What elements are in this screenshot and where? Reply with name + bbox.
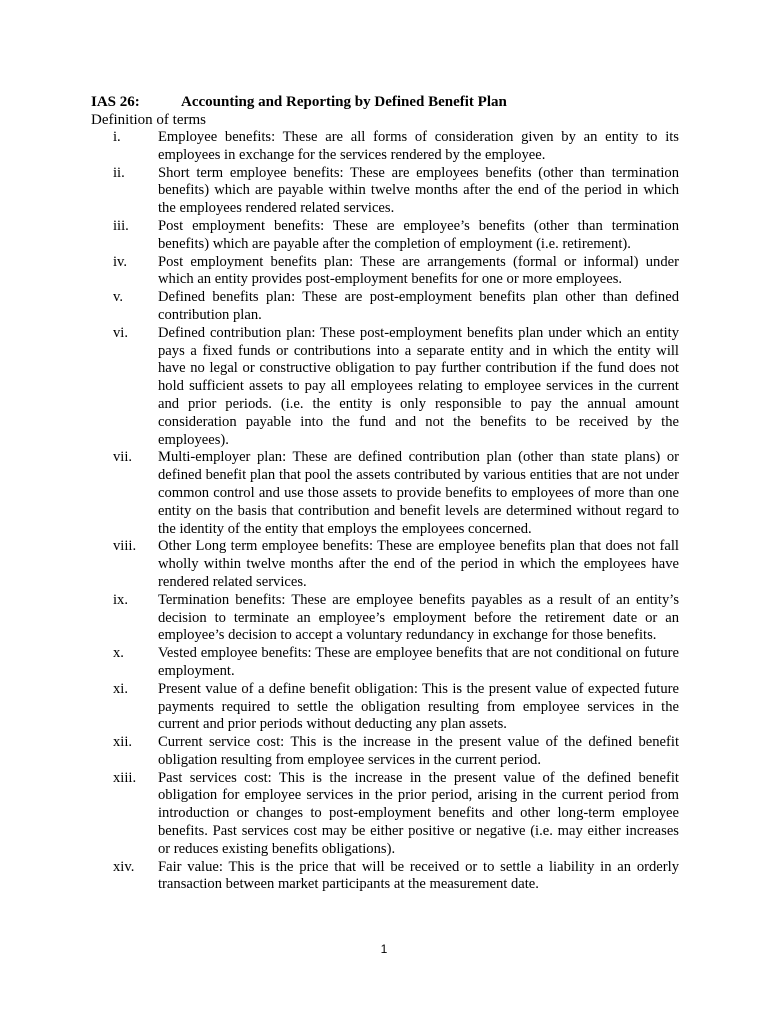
definition-item	[91, 770, 679, 859]
definition-text: Present value of a define benefit obligation: This is the present value of expected future payments required to settle the obligation resulting from employee services in the current and prior periods without deducting any plan assets.	[158, 680, 679, 733]
definition-text: Short term employee benefits: These are employees benefits (other than termination benefits) which are payable within twelve months after the end of the period in which the employees rendered related services.	[158, 164, 679, 217]
definition-numeral: iii.	[113, 217, 129, 234]
standard-code: IAS 26:	[91, 94, 140, 110]
definition-numeral: iv.	[113, 253, 128, 270]
definition-text: Other Long term employee benefits: These are employee benefits plan that does not fall wholly within twelve months after the end of the period in which the employees have rendered related services.	[158, 538, 679, 590]
definition-text: Termination benefits: These are employee benefits payables as a result of an entity’s decision to terminate an employee’s employment before the retirement date or an employee’s decision to accept a voluntary redundancy in exchange for those benefits.	[158, 591, 679, 644]
definition-item	[91, 592, 679, 645]
definition-numeral: ix.	[113, 591, 128, 608]
definition-item	[91, 681, 679, 734]
definition-item	[91, 218, 679, 254]
definition-text: Multi-employer plan: These are defined contribution plan (other than state plans) or defined benefit plan that pool the assets contributed by various entities that are not under common control and use those assets to provide benefits to employees of more than one entity on the basis that contribution and benefit levels are determined without regard to the identity of the entity that employs the employees concerned.	[158, 449, 679, 537]
definition-item	[91, 449, 679, 538]
definition-item	[91, 734, 679, 770]
definition-numeral: xii.	[113, 734, 133, 751]
definition-text: Defined benefits plan: These are post-employment benefits plan other than defined contribution plan.	[158, 289, 679, 323]
definition-item	[91, 859, 679, 895]
definition-text: Fair value: This is the price that will be received or to settle a liability in an orderly transaction between market participants at the measurement date.	[158, 858, 679, 893]
definition-numeral: ii.	[113, 164, 125, 181]
definition-item	[91, 129, 679, 165]
definition-numeral: viii.	[113, 538, 137, 555]
definition-text: Current service cost: This is the increase in the present value of the defined benefit obligation resulting from employee services in the current period.	[158, 734, 679, 768]
definition-numeral: x.	[113, 645, 124, 662]
definition-numeral: xi.	[113, 680, 128, 697]
section-subheading: Definition of terms	[91, 112, 206, 128]
definition-text: Post employment benefits: These are employee’s benefits (other than termination benefits) which are payable after the completion of employment (i.e. retirement).	[158, 217, 679, 252]
definition-text: Post employment benefits plan: These are arrangements (formal or informal) under which an entity provides post-employment benefits for one or more employees.	[158, 253, 679, 288]
definition-list	[91, 129, 679, 894]
definition-numeral: xiii.	[113, 769, 137, 786]
standard-title: Accounting and Reporting by Defined Benefit Plan	[181, 94, 507, 110]
definition-item	[91, 165, 679, 218]
definition-item	[91, 538, 679, 591]
definition-numeral: vi.	[113, 324, 128, 341]
definition-item	[91, 289, 679, 325]
definition-numeral: v.	[113, 289, 123, 306]
page-number: 1	[380, 942, 388, 956]
definition-text: Employee benefits: These are all forms of consideration given by an entity to its employees in exchange for the services rendered by the employee.	[158, 129, 679, 163]
definition-item	[91, 645, 679, 681]
document-heading	[91, 93, 681, 111]
definition-text: Vested employee benefits: These are employee benefits that are not conditional on future employment.	[158, 645, 679, 679]
definition-numeral: i.	[113, 129, 121, 145]
definition-item	[91, 254, 679, 290]
definition-numeral: vii.	[113, 449, 133, 466]
definition-text: Past services cost: This is the increase in the present value of the defined benefit obligation for employee services in the prior period, arising in the current period from introduction or changes to post-employment benefits and other long-term employee benefits. Past services cost may be either positive or negative (i.e. may either increases or reduces existing benefits obligations).	[158, 769, 679, 857]
definition-text: Defined contribution plan: These post-employment benefits plan under which an entity pays a fixed funds or contributions into a separate entity and in which the entity will have no legal or constructive obligation to pay further contribution if the fund does not hold sufficient assets to pay all employees relating to employee services in the current and prior periods. (i.e. the entity is only responsible to pay the annual amount consideration payable into the fund and not the benefits to be received by the employees).	[158, 324, 679, 448]
definition-numeral: xiv.	[113, 858, 135, 875]
definition-item	[91, 325, 679, 450]
